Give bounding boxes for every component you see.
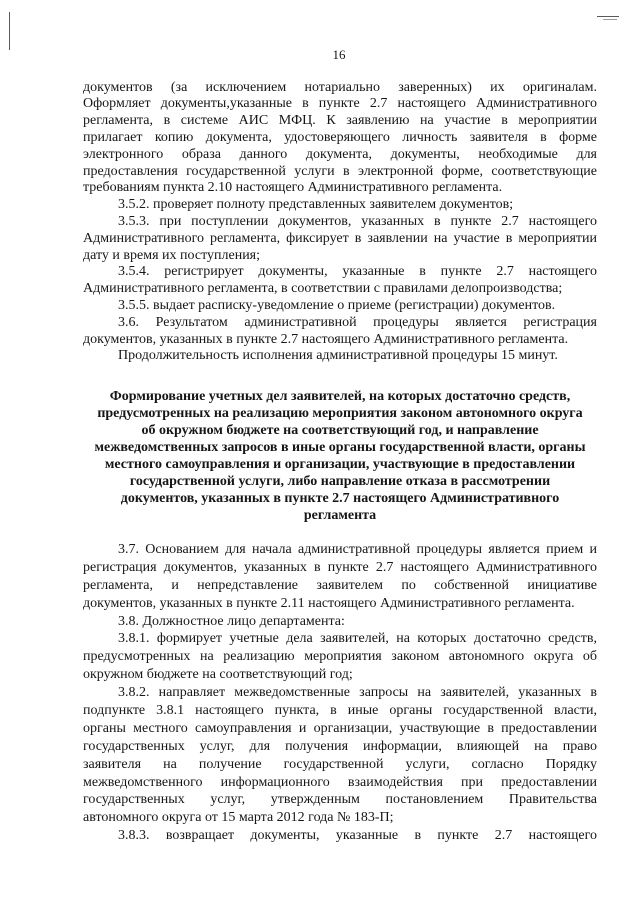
heading-line: регламента — [303, 507, 377, 523]
paragraph — [83, 298, 597, 315]
text-line: 3.5.3. при поступлении документов, указанных в пункте 2.7 настоящего — [118, 213, 597, 229]
text-line: 3.8. Должностное лицо департамента: — [118, 613, 345, 629]
heading-line: об окружном бюджете на соответствующий год, и направление — [141, 422, 539, 438]
heading-line: документов, указанных в пункте 2.7 настоящего Административного — [120, 490, 560, 506]
text-line: регламента, в системе АИС МФЦ. К заявлению на участие в мероприятии — [83, 113, 597, 129]
page-number: 16 — [332, 47, 346, 62]
paragraph — [83, 197, 597, 214]
scan-corner-mark — [597, 16, 619, 17]
text-line: органы местного самоуправления и организации, участвующие в предоставлении — [83, 720, 597, 736]
section-continuation — [83, 80, 597, 366]
heading-line: местного самоуправления и организации, участвующие в предоставлении — [104, 456, 576, 472]
heading-line: государственной услуги, либо направление отказа в рассмотрении — [129, 473, 551, 489]
paragraph — [83, 630, 597, 684]
paragraph — [83, 684, 597, 827]
text-line: государственных услуг, утвержденным постановлением Правительства — [83, 792, 597, 808]
text-line: 3.5.4. регистрирует документы, указанные в пункте 2.7 настоящего — [118, 264, 597, 280]
text-line: Оформляет документы,указанные в пункте 2.7 настоящего Административного — [83, 96, 597, 112]
text-line: предусмотренных на реализацию мероприятия законом автономного округа об — [83, 649, 597, 665]
heading-line: Формирование учетных дел заявителей, на которых достаточно средств, — [109, 388, 571, 404]
paragraph — [83, 613, 597, 631]
text-line: регламента, и непредставление заявителем по собственной инициативе — [83, 577, 597, 593]
paragraph — [83, 541, 597, 613]
paragraph — [83, 315, 597, 349]
text-line: 3.5.5. выдает расписку-уведомление о приеме (регистрации) документов. — [118, 297, 556, 313]
paragraph — [83, 264, 597, 298]
text-line: 3.8.3. возвращает документы, указанные в пункте 2.7 настоящего — [118, 828, 597, 844]
text-line: заявителя на получение государственной услуги, согласно Порядку — [83, 756, 597, 772]
text-line: окружном бюджете на соответствующий год; — [83, 667, 353, 683]
text-line: 3.8.1. формирует учетные дела заявителей, на которых достаточно средств, — [118, 631, 597, 647]
text-line: подпункте 3.8.1 настоящего пункта, в иные органы государственной власти, — [83, 703, 597, 719]
section-heading — [83, 388, 597, 524]
text-line: предоставления государственной услуги в электронной форме, соответствующие — [83, 163, 597, 179]
text-line: 3.6. Результатом административной процедуры является регистрация — [118, 314, 597, 330]
text-line: регистрация документов, указанных в пункте 2.7 настоящего Административного — [83, 559, 597, 575]
text-line: 3.8.2. направляет межведомственные запросы на заявителей, указанных в — [118, 685, 597, 701]
text-line: Административного регламента, в соответствии с правилами делопроизводства; — [83, 281, 563, 297]
text-line: документов, указанных в пункте 2.7 настоящего Административного регламента. — [83, 331, 569, 347]
text-line: документов, указанных в пункте 2.11 настоящего Административного регламента. — [83, 595, 575, 611]
paragraph — [83, 80, 597, 198]
paragraph — [83, 827, 597, 845]
heading-line: межведомственных запросов в иные органы государственной власти, органы — [94, 439, 586, 455]
text-line: прилагает копию документа, удостоверяющего личность заявителя в форме — [83, 129, 597, 145]
heading-line: предусмотренных на реализацию мероприятия законом автономного округа — [97, 405, 583, 421]
scan-corner-mark — [603, 19, 617, 20]
text-line: Продолжительность исполнения административной процедуры 15 минут. — [118, 348, 558, 364]
text-line: документов (за исключением нотариально заверенных) их оригиналам. — [83, 79, 597, 95]
text-line: дату и время их поступления; — [83, 247, 261, 263]
text-line: государственных услуг, для получения информации, влияющей на право — [83, 738, 597, 754]
section-body — [83, 541, 597, 845]
text-line: 3.5.2. проверяет полноту представленных заявителем документов; — [118, 197, 514, 213]
text-line: электронного образа данного документа, документы, необходимые для — [83, 146, 597, 162]
text-line: требованиям пункта 2.10 настоящего Административного регламента. — [83, 180, 503, 196]
paragraph — [83, 348, 597, 365]
text-line: 3.7. Основанием для начала административной процедуры является прием и — [118, 542, 597, 557]
scan-edge-mark — [9, 12, 10, 50]
text-line: межведомственного информационного взаимодействия при предоставлении — [83, 774, 597, 790]
text-line: Административного регламента, фиксирует в заявлении на участие в мероприятии — [83, 230, 597, 246]
text-line: автономного округа от 15 марта 2012 года № 183-П; — [83, 810, 394, 826]
paragraph — [83, 214, 597, 264]
